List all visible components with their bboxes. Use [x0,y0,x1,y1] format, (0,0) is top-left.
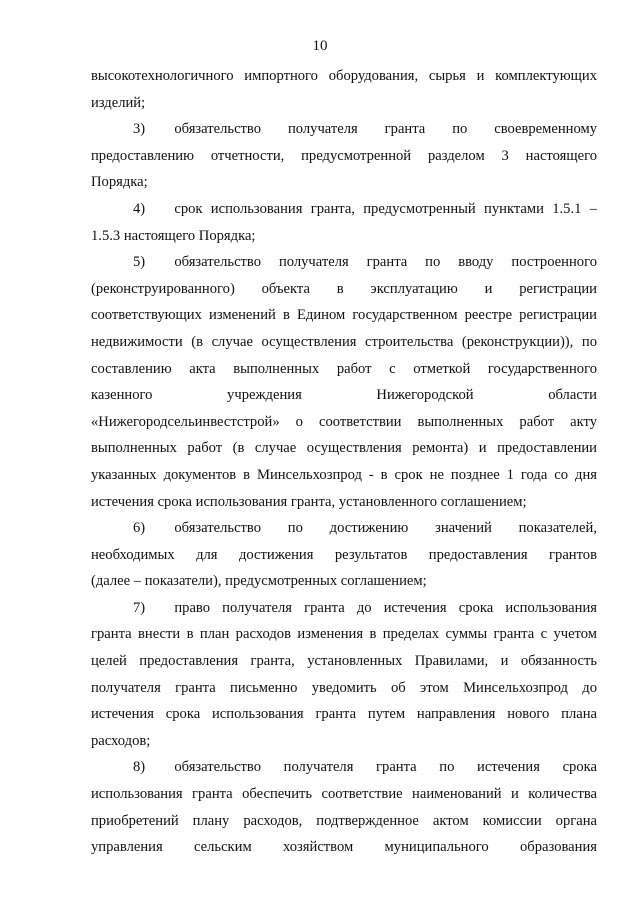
text-line: (реконструированного) объекта в эксплуатацию и регистрации [91,280,597,297]
text-line: расходов; [91,732,151,749]
text-line: высокотехнологичного импортного оборудования, сырья и комплектующих [91,68,597,84]
text-line: 6) обязательство по достижению значений показателей, [133,520,597,537]
text-line: изделий; [91,94,146,111]
text-line: целей предоставления гранта, установленных Правилами, и обязанность [91,653,597,670]
text-line: истечения срока использования гранта путем направления нового плана [91,706,597,723]
text-line: казенного учреждения Нижегородской области [91,387,597,404]
text-line: Порядка; [91,174,148,191]
text-line: истечения срока использования гранта, установленного соглашением; [91,493,527,510]
text-line: использования гранта обеспечить соответствие наименований и количества [91,786,597,803]
text-line: 3) обязательство получателя гранта по своевременному [133,121,597,138]
text-line: соответствующих изменений в Едином государственном реестре регистрации [91,307,597,324]
text-line: получателя гранта письменно уведомить об этом Минсельхозпрод до [91,679,597,696]
text-line: 5) обязательство получателя гранта по вводу построенного [133,254,597,271]
text-line: недвижимости (в случае осуществления строительства (реконструкции)), по [91,333,597,350]
text-line: (далее – показатели), предусмотренных соглашением; [91,573,427,590]
text-line: приобретений плану расходов, подтвержденное актом комиссии органа [91,812,597,829]
text-line: выполненных работ (в случае осуществления ремонта) и предоставлении [91,440,597,457]
text-line: предоставлению отчетности, предусмотренной разделом 3 настоящего [91,147,597,164]
text-line: 7) право получателя гранта до истечения срока использования [133,599,597,616]
text-line: указанных документов в Минсельхозпрод - в срок не позднее 1 года со дня [91,466,597,483]
document-body [91,63,597,861]
text-line: необходимых для достижения результатов предоставления грантов [91,546,597,563]
text-line: управления сельским хозяйством муниципального образования [91,839,597,856]
text-line: 8) обязательство получателя гранта по истечения срока [133,759,597,776]
text-line: 1.5.3 настоящего Порядка; [91,227,256,244]
text-line: 4) срок использования гранта, предусмотренный пунктами 1.5.1 – [133,200,597,217]
text-line: «Нижегородсельинвестстрой» о соответствии выполненных работ акту [91,413,597,430]
text-line: составлению акта выполненных работ с отметкой государственного [91,360,597,377]
page-number: 10 [312,38,328,54]
text-line: гранта внести в план расходов изменения в пределах суммы гранта с учетом [91,626,597,643]
